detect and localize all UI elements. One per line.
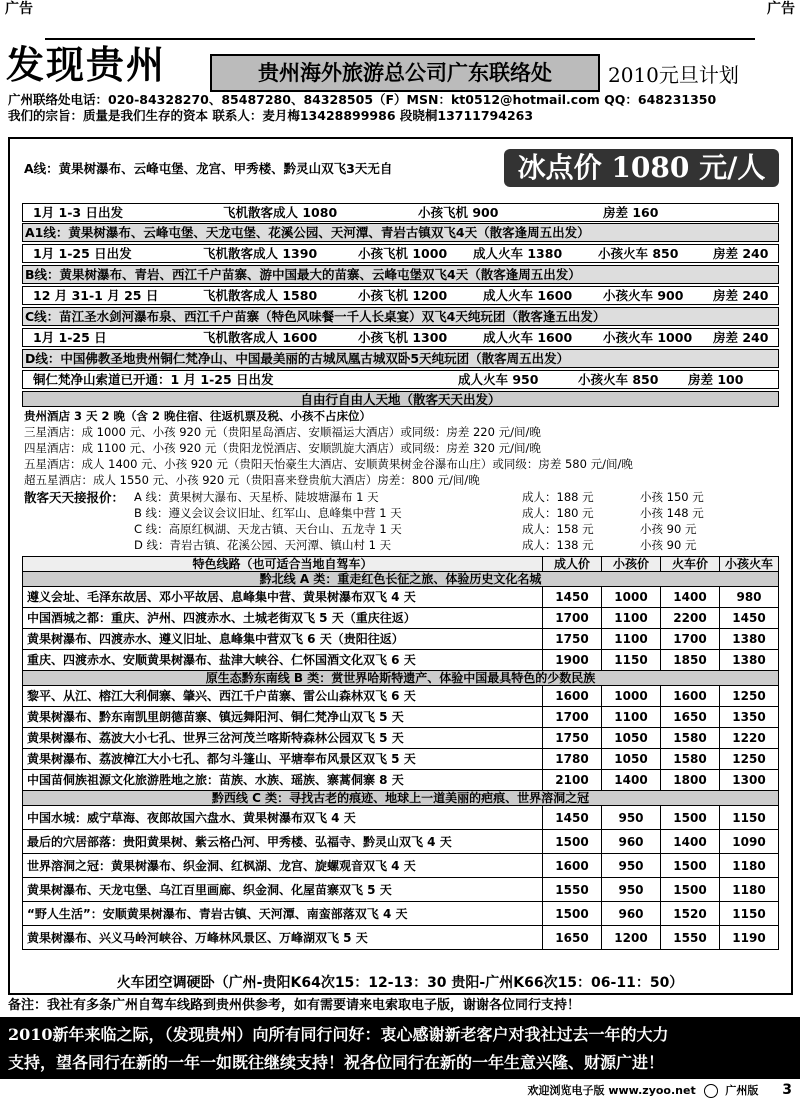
section-title: 黔西线 C 类：寻找古老的痕迹、地球上一道美丽的疤痕、世界溶洞之冠 bbox=[23, 791, 779, 806]
line-b-date: 12 月 31-1 月 25 日 bbox=[33, 288, 159, 303]
pickup-child: 小孩 90 元 bbox=[640, 538, 697, 552]
line-b-prices bbox=[22, 286, 779, 305]
price-cell: 1700 bbox=[543, 608, 602, 629]
greeting-line-2: 支持，望各同行在新的一年一如既往继续支持！祝各位同行在新的一年生意兴隆、财源广进！ bbox=[8, 1053, 665, 1072]
line-d-prices bbox=[22, 370, 779, 389]
table-row bbox=[23, 650, 779, 671]
pickup-child: 小孩 150 元 bbox=[640, 490, 704, 504]
table-section-row bbox=[23, 671, 779, 686]
price-cell: 1500 bbox=[543, 830, 602, 854]
price-cell: 1500 bbox=[661, 854, 720, 878]
line-a1-prices bbox=[22, 244, 779, 263]
table-row bbox=[23, 629, 779, 650]
price-cell: 1520 bbox=[661, 902, 720, 926]
itinerary-panel bbox=[8, 137, 793, 995]
price-cell: 1380 bbox=[720, 650, 779, 671]
line-a1-room: 房差 240 bbox=[713, 246, 769, 261]
price-cell: 1600 bbox=[543, 854, 602, 878]
col-child: 小孩价 bbox=[602, 557, 661, 572]
line-a-title-text: A线：黄果树瀑布、云峰屯堡、龙宫、甲秀楼、黔灵山双飞3天无自 bbox=[24, 161, 393, 176]
price-cell: 1150 bbox=[602, 650, 661, 671]
line-c-title-text: C线：苗江圣水剑河瀑布泉、西江千户苗寨（特色风味餐一千人长桌宴）双飞4天纯玩团（散客逢五出发） bbox=[25, 309, 606, 324]
line-a-child: 小孩飞机 900 bbox=[418, 205, 499, 220]
line-b-adult-train: 成人火车 1600 bbox=[483, 288, 573, 303]
route-name: 黄果树瀑布、荔波大小七孔、世界三岔河茂兰喀斯特森林公园双飞 5 天 bbox=[23, 728, 543, 749]
ad-tag-left: 广告 bbox=[0, 0, 38, 18]
routes-table-body bbox=[23, 572, 779, 950]
route-name: 黄果树瀑布、天龙屯堡、乌江百里画廊、织金洞、化屋苗寨双飞 5 天 bbox=[23, 878, 543, 902]
price-cell: 1090 bbox=[720, 830, 779, 854]
line-d-title bbox=[22, 349, 779, 368]
hotel-line: 三星酒店：成 1000 元、小孩 920 元（贵阳星岛酒店、安顺福运大酒店）或同级：房差 220 元/间/晚 bbox=[24, 425, 541, 439]
edition-label: 广州版 bbox=[725, 1084, 759, 1097]
price-cell: 1650 bbox=[661, 707, 720, 728]
price-cell: 1700 bbox=[661, 629, 720, 650]
line-b-child-train: 小孩火车 900 bbox=[603, 288, 684, 303]
price-cell: 950 bbox=[602, 854, 661, 878]
price-cell: 2100 bbox=[543, 770, 602, 791]
brand-title: 发现贵州 bbox=[6, 42, 167, 87]
table-row bbox=[23, 728, 779, 749]
table-row bbox=[23, 749, 779, 770]
price-cell: 1580 bbox=[661, 728, 720, 749]
pickup-adult: 成人：188 元 bbox=[522, 490, 594, 504]
col-adult: 成人价 bbox=[543, 557, 602, 572]
motto-line: 我们的宗旨：质量是我们生存的资本 联系人：麦月梅13428899986 段晓桐13711794263 bbox=[8, 108, 534, 123]
price-cell: 1850 bbox=[661, 650, 720, 671]
line-a-date: 1月 1-3 日出发 bbox=[33, 205, 123, 220]
pickup-adult: 成人：158 元 bbox=[522, 522, 594, 536]
price-cell: 1400 bbox=[661, 587, 720, 608]
price-cell: 1650 bbox=[543, 926, 602, 950]
route-name: 黄果树瀑布、四渡赤水、遵义旧址、息峰集中营双飞 6 天（贵阳往返） bbox=[23, 629, 543, 650]
section-title: 原生态黔东南线 B 类：赏世界哈斯特遗产、体验中国最具特色的少数民族 bbox=[23, 671, 779, 686]
section-title: 黔北线 A 类：重走红色长征之旅、体验历史文化名城 bbox=[23, 572, 779, 587]
price-cell: 1300 bbox=[720, 770, 779, 791]
line-c-adult: 飞机散客成人 1600 bbox=[203, 330, 318, 345]
line-d-room: 房差 100 bbox=[688, 372, 744, 387]
line-c-title bbox=[22, 307, 779, 326]
price-cell: 1500 bbox=[543, 902, 602, 926]
price-cell: 1200 bbox=[602, 926, 661, 950]
free-travel-intro: 贵州酒店 3 天 2 晚（含 2 晚住宿、往返机票及税、小孩不占床位） bbox=[24, 409, 372, 423]
note-line: 备注：我社有多条广州自驾车线路到贵州供参考，如有需要请来电索取电子版，谢谢各位同行支持！ bbox=[8, 998, 581, 1013]
pickup-child: 小孩 148 元 bbox=[640, 506, 704, 520]
price-cell: 960 bbox=[602, 830, 661, 854]
plan-title: 2010元旦计划 bbox=[608, 63, 739, 87]
price-cell: 1050 bbox=[602, 728, 661, 749]
price-cell: 1400 bbox=[602, 770, 661, 791]
price-cell: 1100 bbox=[602, 707, 661, 728]
line-a-prices bbox=[22, 203, 779, 222]
price-cell: 950 bbox=[602, 878, 661, 902]
price-cell: 1190 bbox=[720, 926, 779, 950]
pickup-child: 小孩 90 元 bbox=[640, 522, 697, 536]
pickup-line: A 线：黄果树大瀑布、天星桥、陡坡塘瀑布 1 天 bbox=[134, 490, 379, 504]
hotel-line: 四星酒店：成 1100 元、小孩 920 元（贵阳龙悦酒店、安顺凯旋大酒店）或同级：房差 320 元/间/晚 bbox=[24, 441, 541, 455]
table-row bbox=[23, 902, 779, 926]
route-name: 世界溶洞之冠：黄果树瀑布、织金洞、红枫湖、龙宫、旋螺观音双飞 4 天 bbox=[23, 854, 543, 878]
route-name: 黎平、从江、榕江大利侗寨、肇兴、西江千户苗寨、雷公山森林双飞 6 天 bbox=[23, 686, 543, 707]
ad-tag-right: 广告 bbox=[762, 0, 800, 18]
routes-table bbox=[22, 556, 779, 950]
route-name: 黄果树瀑布、黔东南凯里朗德苗寨、镇远舞阳河、铜仁梵净山双飞 5 天 bbox=[23, 707, 543, 728]
price-cell: 1450 bbox=[543, 587, 602, 608]
route-name: 最后的穴居部落：贵阳黄果树、紫云格凸河、甲秀楼、弘福寺、黔灵山双飞 4 天 bbox=[23, 830, 543, 854]
route-name: “野人生活”：安顺黄果树瀑布、青岩古镇、天河潭、南蛮部落双飞 4 天 bbox=[23, 902, 543, 926]
line-c-child-train: 小孩火车 1000 bbox=[603, 330, 693, 345]
price-cell: 980 bbox=[720, 587, 779, 608]
line-a1-child: 小孩飞机 1000 bbox=[358, 246, 448, 261]
price-cell: 960 bbox=[602, 902, 661, 926]
price-badge: 冰点价 1080 元/人 bbox=[504, 149, 779, 187]
table-row bbox=[23, 770, 779, 791]
table-row bbox=[23, 854, 779, 878]
price-cell: 1550 bbox=[543, 878, 602, 902]
line-a1-title bbox=[22, 223, 779, 242]
line-a-adult: 飞机散客成人 1080 bbox=[223, 205, 338, 220]
line-c-room: 房差 240 bbox=[713, 330, 769, 345]
col-child-train: 小孩火车 bbox=[720, 557, 779, 572]
table-row bbox=[23, 878, 779, 902]
price-cell: 1150 bbox=[720, 902, 779, 926]
price-cell: 1220 bbox=[720, 728, 779, 749]
line-a1-adult: 飞机散客成人 1390 bbox=[203, 246, 318, 261]
price-cell: 1000 bbox=[602, 587, 661, 608]
line-c-prices bbox=[22, 328, 779, 347]
line-d-adult-train: 成人火车 950 bbox=[458, 372, 539, 387]
line-c-child: 小孩飞机 1300 bbox=[358, 330, 448, 345]
pickup-line: B 线：遵义会议会议旧址、红军山、息峰集中营 1 天 bbox=[134, 506, 402, 520]
price-cell: 1100 bbox=[602, 608, 661, 629]
price-cell: 1900 bbox=[543, 650, 602, 671]
line-d-child-train: 小孩火车 850 bbox=[578, 372, 659, 387]
price-cell: 1250 bbox=[720, 749, 779, 770]
line-b-title bbox=[22, 265, 779, 284]
table-header-row bbox=[23, 557, 779, 572]
line-a1-adult-train: 成人火车 1380 bbox=[473, 246, 563, 261]
page-number: 3 bbox=[782, 1082, 792, 1098]
price-cell: 1250 bbox=[720, 686, 779, 707]
line-b-title-text: B线：黄果树瀑布、青岩、西江千户苗寨、游中国最大的苗寨、云峰屯堡双飞4天（散客逢周五出发） bbox=[25, 267, 581, 282]
contact-line: 广州联络处电话：020-84328270、85487280、84328505（F）MSN：kt0512@hotmail.com QQ：648231350 bbox=[8, 92, 717, 107]
pickup-adult: 成人：138 元 bbox=[522, 538, 594, 552]
price-cell: 1050 bbox=[602, 749, 661, 770]
price-cell: 1500 bbox=[661, 878, 720, 902]
price-cell: 1450 bbox=[720, 608, 779, 629]
route-name: 中国酒城之都：重庆、泸州、四渡赤水、土城老街双飞 5 天（重庆往返） bbox=[23, 608, 543, 629]
price-cell: 1000 bbox=[602, 686, 661, 707]
price-cell: 1350 bbox=[720, 707, 779, 728]
seal-icon bbox=[704, 1084, 718, 1098]
line-c-adult-train: 成人火车 1600 bbox=[483, 330, 573, 345]
route-name: 中国苗侗族祖源文化旅游胜地之旅：苗族、水族、瑶族、寨蒿侗寨 8 天 bbox=[23, 770, 543, 791]
price-cell: 1180 bbox=[720, 878, 779, 902]
price-cell: 1750 bbox=[543, 629, 602, 650]
train-info: 火车团空调硬卧（广州-贵阳K64次15：12-13：30 贵阳-广州K66次15：06-11：50） bbox=[116, 975, 684, 991]
price-cell: 1600 bbox=[543, 686, 602, 707]
line-a-room: 房差 160 bbox=[603, 205, 659, 220]
line-a1-child-train: 小孩火车 850 bbox=[598, 246, 679, 261]
price-cell: 1500 bbox=[661, 806, 720, 830]
col-route: 特色线路（也可适合当地自驾车） bbox=[23, 557, 543, 572]
hotel-line: 五星酒店：成人 1400 元、小孩 920 元（贵阳天怡豪生大酒店、安顺黄果树金谷瀑布山庄）或同级：房差 580 元/间/晚 bbox=[24, 457, 633, 471]
site-url[interactable]: 欢迎浏览电子版 www.zyoo.net bbox=[527, 1084, 696, 1097]
table-row bbox=[23, 830, 779, 854]
table-row bbox=[23, 926, 779, 950]
col-train: 火车价 bbox=[661, 557, 720, 572]
price-cell: 1380 bbox=[720, 629, 779, 650]
price-cell: 1450 bbox=[543, 806, 602, 830]
table-section-row bbox=[23, 791, 779, 806]
hotel-line: 超五星酒店：成人 1550 元、小孩 920 元（贵阳喜来登贵航大酒店）房差：800 元/间/晚 bbox=[24, 473, 480, 487]
route-name: 遵义会址、毛泽东故居、邓小平故居、息峰集中营、黄果树瀑布双飞 4 天 bbox=[23, 587, 543, 608]
price-cell: 1700 bbox=[543, 707, 602, 728]
route-name: 重庆、四渡赤水、安顺黄果树瀑布、盐津大峡谷、仁怀国酒文化双飞 6 天 bbox=[23, 650, 543, 671]
line-d-title-text: D线：中国佛教圣地贵州铜仁梵净山、中国最美丽的古城凤凰古城双卧5天纯玩团（散客周五出发） bbox=[25, 351, 570, 366]
price-cell: 950 bbox=[602, 806, 661, 830]
price-cell: 1600 bbox=[661, 686, 720, 707]
pickup-line: C 线：高原红枫湖、天龙古镇、天台山、五龙寺 1 天 bbox=[134, 522, 402, 536]
line-b-room: 房差 240 bbox=[713, 288, 769, 303]
table-row bbox=[23, 686, 779, 707]
price-cell: 1400 bbox=[661, 830, 720, 854]
greeting-banner bbox=[0, 1017, 800, 1079]
line-b-child: 小孩飞机 1200 bbox=[358, 288, 448, 303]
table-row bbox=[23, 587, 779, 608]
price-cell: 1800 bbox=[661, 770, 720, 791]
price-cell: 1780 bbox=[543, 749, 602, 770]
route-name: 黄果树瀑布、荔波樟江大小七孔、都匀斗篷山、平塘奉布风景区双飞 5 天 bbox=[23, 749, 543, 770]
pickup-line: D 线：青岩古镇、花溪公园、天河潭、镇山村 1 天 bbox=[134, 538, 392, 552]
price-cell: 1150 bbox=[720, 806, 779, 830]
price-cell: 1180 bbox=[720, 854, 779, 878]
price-cell: 1580 bbox=[661, 749, 720, 770]
line-c-date: 1月 1-25 日 bbox=[33, 330, 107, 345]
pickup-adult: 成人：180 元 bbox=[522, 506, 594, 520]
greeting-line-1: 2010新年来临之际，（发现贵州）向所有同行问好：衷心感谢新老客户对我社过去一年的大力 bbox=[8, 1025, 669, 1044]
free-travel-heading: 自由行自由人天地（散客天天出发） bbox=[22, 391, 779, 407]
price-cell: 1550 bbox=[661, 926, 720, 950]
header bbox=[0, 18, 800, 128]
line-b-adult: 飞机散客成人 1580 bbox=[203, 288, 318, 303]
table-row bbox=[23, 707, 779, 728]
table-row bbox=[23, 608, 779, 629]
price-cell: 2200 bbox=[661, 608, 720, 629]
line-a1-title-text: A1线：黄果树瀑布、云峰屯堡、天龙屯堡、花溪公园、天河潭、青岩古镇双飞4天（散客逢周五出发） bbox=[25, 225, 590, 240]
route-name: 中国水城：威宁草海、夜郎故国六盘水、黄果树瀑布双飞 4 天 bbox=[23, 806, 543, 830]
price-cell: 1100 bbox=[602, 629, 661, 650]
table-row bbox=[23, 806, 779, 830]
pickup-label: 散客天天接报价： bbox=[24, 490, 125, 505]
line-d-date: 铜仁梵净山索道已开通：1 月 1-25 日出发 bbox=[33, 372, 274, 387]
bottom-bar bbox=[528, 1080, 793, 1101]
price-cell: 1750 bbox=[543, 728, 602, 749]
table-section-row bbox=[23, 572, 779, 587]
company-name: 贵州海外旅游总公司广东联络处 bbox=[210, 54, 600, 92]
line-a1-date: 1月 1-25 日出发 bbox=[33, 246, 132, 261]
route-name: 黄果树瀑布、兴义马岭河峡谷、万峰林风景区、万峰湖双飞 5 天 bbox=[23, 926, 543, 950]
